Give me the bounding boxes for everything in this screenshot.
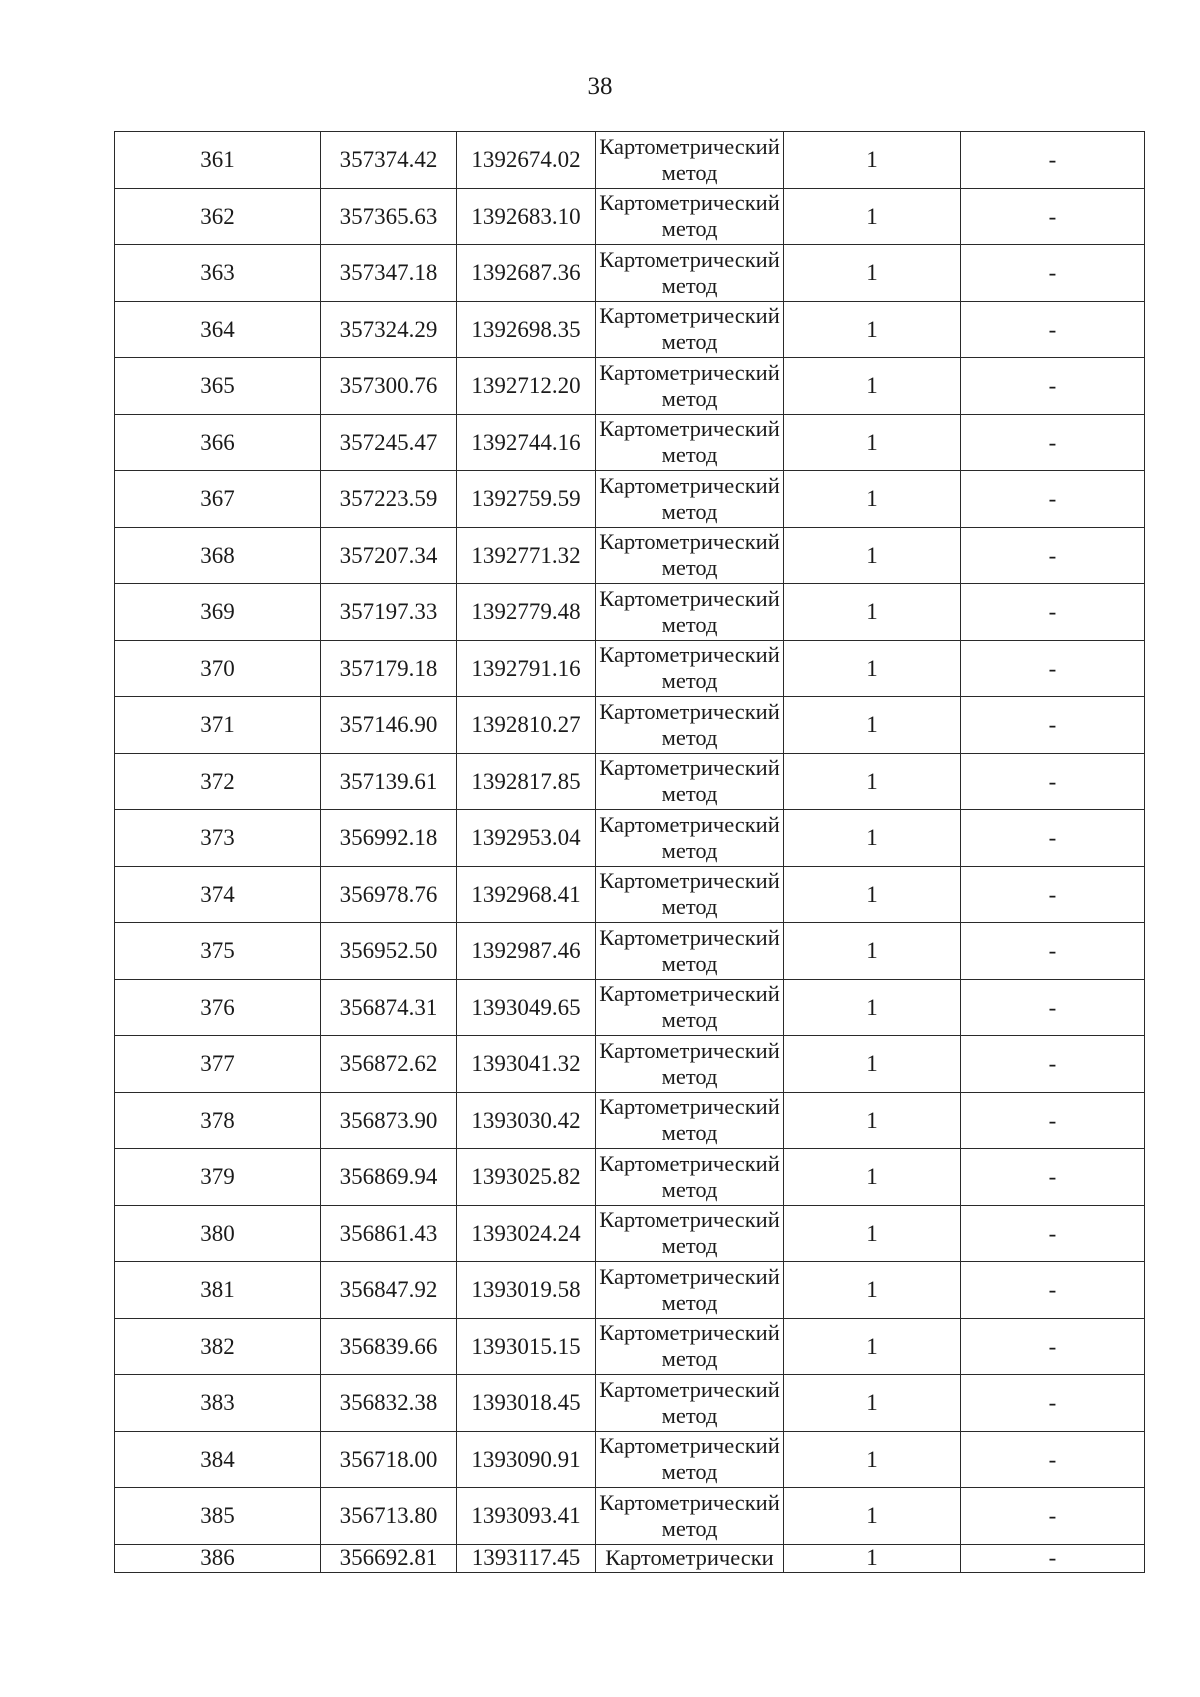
y-coordinate-cell: 1392791.16 bbox=[457, 640, 596, 697]
x-coordinate-cell: 357374.42 bbox=[321, 132, 457, 189]
accuracy-cell: 1 bbox=[784, 1431, 961, 1488]
y-coordinate-cell: 1393018.45 bbox=[457, 1375, 596, 1432]
accuracy-cell: 1 bbox=[784, 1488, 961, 1545]
point-number-cell: 366 bbox=[115, 414, 321, 471]
method-cell: Картометрический метод bbox=[596, 188, 784, 245]
accuracy-cell: 1 bbox=[784, 1318, 961, 1375]
description-cell: - bbox=[961, 188, 1145, 245]
table-row bbox=[115, 697, 1145, 754]
y-coordinate-cell: 1392744.16 bbox=[457, 414, 596, 471]
y-coordinate-cell: 1392698.35 bbox=[457, 301, 596, 358]
x-coordinate-cell: 357139.61 bbox=[321, 753, 457, 810]
x-coordinate-cell: 356873.90 bbox=[321, 1092, 457, 1149]
y-coordinate-cell: 1393025.82 bbox=[457, 1149, 596, 1206]
point-number-cell: 386 bbox=[115, 1544, 321, 1572]
description-cell: - bbox=[961, 245, 1145, 302]
method-cell: Картометрический метод bbox=[596, 697, 784, 754]
table-row bbox=[115, 640, 1145, 697]
method-cell: Картометрический метод bbox=[596, 132, 784, 189]
point-number-cell: 362 bbox=[115, 188, 321, 245]
y-coordinate-cell: 1392771.32 bbox=[457, 527, 596, 584]
x-coordinate-cell: 356847.92 bbox=[321, 1262, 457, 1319]
x-coordinate-cell: 356832.38 bbox=[321, 1375, 457, 1432]
point-number-cell: 385 bbox=[115, 1488, 321, 1545]
x-coordinate-cell: 357197.33 bbox=[321, 584, 457, 641]
description-cell: - bbox=[961, 527, 1145, 584]
y-coordinate-cell: 1392759.59 bbox=[457, 471, 596, 528]
y-coordinate-cell: 1393093.41 bbox=[457, 1488, 596, 1545]
description-cell: - bbox=[961, 923, 1145, 980]
description-cell: - bbox=[961, 1318, 1145, 1375]
method-cell: Картометрический метод bbox=[596, 1149, 784, 1206]
y-coordinate-cell: 1392953.04 bbox=[457, 810, 596, 867]
method-cell: Картометрический метод bbox=[596, 753, 784, 810]
y-coordinate-cell: 1393019.58 bbox=[457, 1262, 596, 1319]
point-number-cell: 376 bbox=[115, 979, 321, 1036]
point-number-cell: 382 bbox=[115, 1318, 321, 1375]
point-number-cell: 361 bbox=[115, 132, 321, 189]
table-row bbox=[115, 810, 1145, 867]
accuracy-cell: 1 bbox=[784, 584, 961, 641]
description-cell: - bbox=[961, 1205, 1145, 1262]
description-cell: - bbox=[961, 1488, 1145, 1545]
y-coordinate-cell: 1393049.65 bbox=[457, 979, 596, 1036]
description-cell: - bbox=[961, 697, 1145, 754]
point-number-cell: 372 bbox=[115, 753, 321, 810]
accuracy-cell: 1 bbox=[784, 527, 961, 584]
y-coordinate-cell: 1393041.32 bbox=[457, 1036, 596, 1093]
point-number-cell: 371 bbox=[115, 697, 321, 754]
description-cell: - bbox=[961, 1092, 1145, 1149]
y-coordinate-cell: 1393015.15 bbox=[457, 1318, 596, 1375]
point-number-cell: 365 bbox=[115, 358, 321, 415]
method-cell: Картометрический метод bbox=[596, 301, 784, 358]
point-number-cell: 378 bbox=[115, 1092, 321, 1149]
method-cell: Картометрический метод bbox=[596, 640, 784, 697]
x-coordinate-cell: 357179.18 bbox=[321, 640, 457, 697]
y-coordinate-cell: 1392687.36 bbox=[457, 245, 596, 302]
point-number-cell: 369 bbox=[115, 584, 321, 641]
point-number-cell: 375 bbox=[115, 923, 321, 980]
y-coordinate-cell: 1393030.42 bbox=[457, 1092, 596, 1149]
x-coordinate-cell: 356869.94 bbox=[321, 1149, 457, 1206]
point-number-cell: 374 bbox=[115, 866, 321, 923]
table-row bbox=[115, 1262, 1145, 1319]
y-coordinate-cell: 1392674.02 bbox=[457, 132, 596, 189]
table-row bbox=[115, 584, 1145, 641]
accuracy-cell: 1 bbox=[784, 810, 961, 867]
method-cell: Картометрический метод bbox=[596, 584, 784, 641]
accuracy-cell: 1 bbox=[784, 471, 961, 528]
method-cell: Картометрический метод bbox=[596, 866, 784, 923]
y-coordinate-cell: 1392810.27 bbox=[457, 697, 596, 754]
description-cell: - bbox=[961, 132, 1145, 189]
x-coordinate-cell: 357324.29 bbox=[321, 301, 457, 358]
description-cell: - bbox=[961, 471, 1145, 528]
accuracy-cell: 1 bbox=[784, 1262, 961, 1319]
table-row bbox=[115, 527, 1145, 584]
table-row bbox=[115, 1318, 1145, 1375]
x-coordinate-cell: 357300.76 bbox=[321, 358, 457, 415]
accuracy-cell: 1 bbox=[784, 1544, 961, 1572]
table-row bbox=[115, 188, 1145, 245]
accuracy-cell: 1 bbox=[784, 697, 961, 754]
y-coordinate-cell: 1392712.20 bbox=[457, 358, 596, 415]
accuracy-cell: 1 bbox=[784, 1149, 961, 1206]
table-row bbox=[115, 753, 1145, 810]
table-row bbox=[115, 1092, 1145, 1149]
x-coordinate-cell: 356718.00 bbox=[321, 1431, 457, 1488]
y-coordinate-cell: 1393090.91 bbox=[457, 1431, 596, 1488]
accuracy-cell: 1 bbox=[784, 1205, 961, 1262]
table-row bbox=[115, 301, 1145, 358]
page-number: 38 bbox=[587, 73, 613, 100]
point-number-cell: 363 bbox=[115, 245, 321, 302]
method-cell: Картометрический метод bbox=[596, 1092, 784, 1149]
accuracy-cell: 1 bbox=[784, 301, 961, 358]
x-coordinate-cell: 357245.47 bbox=[321, 414, 457, 471]
method-cell: Картометрический метод bbox=[596, 527, 784, 584]
description-cell: - bbox=[961, 358, 1145, 415]
y-coordinate-cell: 1392779.48 bbox=[457, 584, 596, 641]
x-coordinate-cell: 357365.63 bbox=[321, 188, 457, 245]
table-row bbox=[115, 1375, 1145, 1432]
table-row bbox=[115, 1544, 1145, 1572]
table-row bbox=[115, 866, 1145, 923]
table-row bbox=[115, 979, 1145, 1036]
table-body bbox=[115, 132, 1145, 1573]
table-row bbox=[115, 923, 1145, 980]
method-cell: Картометрический метод bbox=[596, 1318, 784, 1375]
description-cell: - bbox=[961, 1544, 1145, 1572]
accuracy-cell: 1 bbox=[784, 979, 961, 1036]
method-cell: Картометрический метод bbox=[596, 1262, 784, 1319]
table-row bbox=[115, 414, 1145, 471]
accuracy-cell: 1 bbox=[784, 1036, 961, 1093]
accuracy-cell: 1 bbox=[784, 1375, 961, 1432]
point-number-cell: 384 bbox=[115, 1431, 321, 1488]
table-row bbox=[115, 1431, 1145, 1488]
table-row bbox=[115, 1149, 1145, 1206]
x-coordinate-cell: 357347.18 bbox=[321, 245, 457, 302]
accuracy-cell: 1 bbox=[784, 866, 961, 923]
description-cell: - bbox=[961, 1262, 1145, 1319]
method-cell: Картометрический метод bbox=[596, 1375, 784, 1432]
point-number-cell: 380 bbox=[115, 1205, 321, 1262]
coordinates-table bbox=[114, 131, 1145, 1573]
accuracy-cell: 1 bbox=[784, 1092, 961, 1149]
accuracy-cell: 1 bbox=[784, 753, 961, 810]
description-cell: - bbox=[961, 584, 1145, 641]
table-row bbox=[115, 1488, 1145, 1545]
y-coordinate-cell: 1393117.45 bbox=[457, 1544, 596, 1572]
y-coordinate-cell: 1392987.46 bbox=[457, 923, 596, 980]
method-cell: Картометрический метод bbox=[596, 1431, 784, 1488]
description-cell: - bbox=[961, 866, 1145, 923]
description-cell: - bbox=[961, 753, 1145, 810]
method-cell: Картометрический метод bbox=[596, 1036, 784, 1093]
description-cell: - bbox=[961, 810, 1145, 867]
x-coordinate-cell: 356713.80 bbox=[321, 1488, 457, 1545]
accuracy-cell: 1 bbox=[784, 132, 961, 189]
y-coordinate-cell: 1392683.10 bbox=[457, 188, 596, 245]
table-row bbox=[115, 245, 1145, 302]
point-number-cell: 364 bbox=[115, 301, 321, 358]
description-cell: - bbox=[961, 979, 1145, 1036]
x-coordinate-cell: 356952.50 bbox=[321, 923, 457, 980]
x-coordinate-cell: 356874.31 bbox=[321, 979, 457, 1036]
method-cell: Картометрический метод bbox=[596, 245, 784, 302]
description-cell: - bbox=[961, 1036, 1145, 1093]
description-cell: - bbox=[961, 1149, 1145, 1206]
method-cell: Картометрический метод bbox=[596, 414, 784, 471]
method-cell: Картометрический метод bbox=[596, 1488, 784, 1545]
x-coordinate-cell: 357146.90 bbox=[321, 697, 457, 754]
method-cell: Картометрически bbox=[596, 1544, 784, 1572]
method-cell: Картометрический метод bbox=[596, 358, 784, 415]
x-coordinate-cell: 356692.81 bbox=[321, 1544, 457, 1572]
x-coordinate-cell: 356992.18 bbox=[321, 810, 457, 867]
table-row bbox=[115, 1036, 1145, 1093]
point-number-cell: 368 bbox=[115, 527, 321, 584]
table-row bbox=[115, 132, 1145, 189]
description-cell: - bbox=[961, 1375, 1145, 1432]
table-row bbox=[115, 471, 1145, 528]
method-cell: Картометрический метод bbox=[596, 1205, 784, 1262]
accuracy-cell: 1 bbox=[784, 414, 961, 471]
description-cell: - bbox=[961, 1431, 1145, 1488]
accuracy-cell: 1 bbox=[784, 245, 961, 302]
point-number-cell: 383 bbox=[115, 1375, 321, 1432]
point-number-cell: 373 bbox=[115, 810, 321, 867]
description-cell: - bbox=[961, 301, 1145, 358]
accuracy-cell: 1 bbox=[784, 923, 961, 980]
description-cell: - bbox=[961, 640, 1145, 697]
description-cell: - bbox=[961, 414, 1145, 471]
method-cell: Картометрический метод bbox=[596, 810, 784, 867]
x-coordinate-cell: 356978.76 bbox=[321, 866, 457, 923]
table-row bbox=[115, 1205, 1145, 1262]
point-number-cell: 377 bbox=[115, 1036, 321, 1093]
x-coordinate-cell: 356839.66 bbox=[321, 1318, 457, 1375]
accuracy-cell: 1 bbox=[784, 358, 961, 415]
accuracy-cell: 1 bbox=[784, 640, 961, 697]
y-coordinate-cell: 1392968.41 bbox=[457, 866, 596, 923]
x-coordinate-cell: 356872.62 bbox=[321, 1036, 457, 1093]
method-cell: Картометрический метод bbox=[596, 923, 784, 980]
point-number-cell: 381 bbox=[115, 1262, 321, 1319]
x-coordinate-cell: 357207.34 bbox=[321, 527, 457, 584]
point-number-cell: 379 bbox=[115, 1149, 321, 1206]
table-row bbox=[115, 358, 1145, 415]
method-cell: Картометрический метод bbox=[596, 979, 784, 1036]
x-coordinate-cell: 356861.43 bbox=[321, 1205, 457, 1262]
point-number-cell: 370 bbox=[115, 640, 321, 697]
x-coordinate-cell: 357223.59 bbox=[321, 471, 457, 528]
accuracy-cell: 1 bbox=[784, 188, 961, 245]
y-coordinate-cell: 1392817.85 bbox=[457, 753, 596, 810]
point-number-cell: 367 bbox=[115, 471, 321, 528]
method-cell: Картометрический метод bbox=[596, 471, 784, 528]
y-coordinate-cell: 1393024.24 bbox=[457, 1205, 596, 1262]
